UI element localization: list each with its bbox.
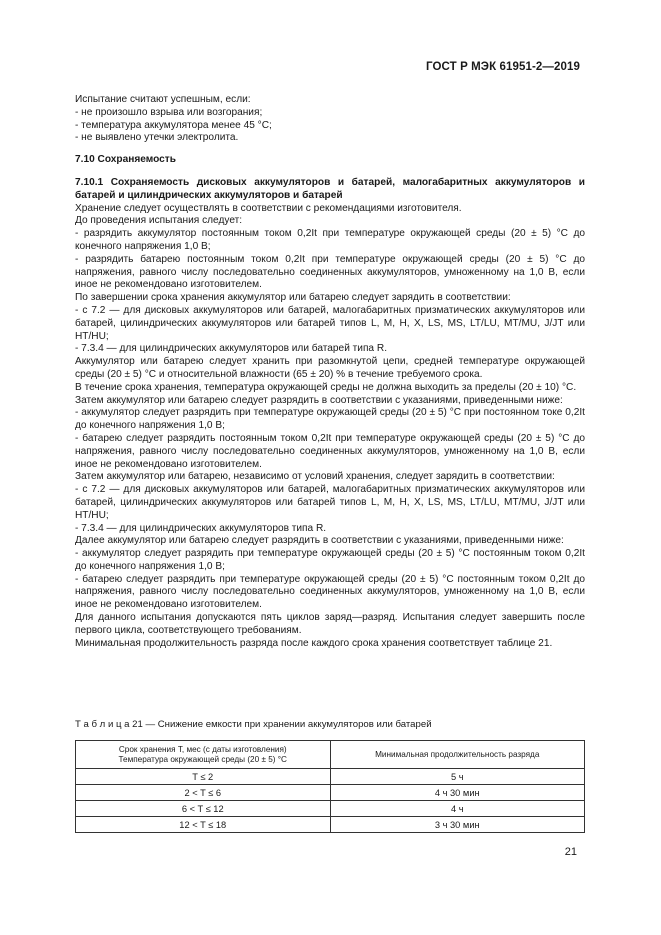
subsection-heading-7-10-1: 7.10.1 Сохраняемость дисковых аккумуляторов и батарей, малогабаритных аккумуляторов и батарей и цилиндрических аккумуляторов и батарей xyxy=(75,176,585,201)
header-line: Температура окружающей среды (20 ± 5) °С xyxy=(118,754,287,764)
list-item: - аккумулятор следует разрядить при температуре окружающей среды (20 ± 5) °С при постоянном токе 0,2It до конечного напряжения 1,0 В; xyxy=(75,407,585,432)
table-row xyxy=(76,769,585,785)
paragraph: По завершении срока хранения аккумулятор или батарею следует зарядить в соответствии: xyxy=(75,292,511,304)
list-item: - батарею следует разрядить постоянным током 0,2It при температуре окружающей среды (20 ± 5) °С до напряжения, равного числу последовательно соединенных аккумуляторов, умноженному на 1,0 В, если иное не рекомендовано изготовителем. xyxy=(75,432,585,470)
list-item: - разрядить аккумулятор постоянным током 0,2It при температуре окружающей среды (20 ± 5) °С до конечного напряжения 1,0 В; xyxy=(75,228,585,252)
paragraph: Затем аккумулятор или батарею следует разрядить в соответствии с указаниями, приведенными ниже: xyxy=(75,394,563,406)
table-caption: Т а б л и ц а 21 — Снижение емкости при хранении аккумуляторов или батарей xyxy=(75,719,432,730)
paragraph: В течение срока хранения, температура окружающей среды не должна выходить за пределы (20 ± 10) °С. xyxy=(75,381,577,393)
list-item: - с 7.2 — для дисковых аккумуляторов или батарей, малогабаритных призматических аккумуляторов или батарей, цилиндрических аккумуляторов или батарей типов L, M, H, X, LS, MS, LT/LU, MT/MU, J/JT или HT/HU; xyxy=(75,304,585,342)
list-item: - батарею следует разрядить при температуре окружающей среды (20 ± 5) °С постоянным током 0,2It до напряжения, равного числу последовательно соединенных аккумуляторов, умноженному на 1,0 В, если иное не рекомендовано изготовителем. xyxy=(75,573,585,611)
paragraph: Минимальная продолжительность разряда после каждого срока хранения соответствует таблице 21. xyxy=(75,637,553,649)
page-number: 21 xyxy=(564,846,577,858)
paragraph: Для данного испытания допускаются пять циклов заряд—разряд. Испытания следует завершить после первого цикла, соответствующего требованиям. xyxy=(75,612,585,636)
list-item: - 7.3.4 — для цилиндрических аккумуляторов или батарей типа R. xyxy=(75,343,388,355)
header-line: Срок хранения T, мес (с даты изготовления) xyxy=(118,744,287,754)
table-row xyxy=(76,801,585,817)
list-item: - не выявлено утечки электролита. xyxy=(75,132,239,144)
cell-duration: 5 ч xyxy=(330,769,585,785)
column-header-storage-period xyxy=(76,741,331,769)
cell-period: 12 < T ≤ 18 xyxy=(76,817,331,833)
cell-duration: 4 ч 30 мин xyxy=(330,785,585,801)
cell-duration: 3 ч 30 мин xyxy=(330,817,585,833)
cell-period: T ≤ 2 xyxy=(76,769,331,785)
table-row xyxy=(76,785,585,801)
list-item: - температура аккумулятора менее 45 °С; xyxy=(75,119,272,131)
paragraph: Далее аккумулятор или батарею следует разрядить в соответствии с указаниями, приведенными ниже: xyxy=(75,535,564,547)
list-item: - не произошло взрыва или возгорания; xyxy=(75,106,263,118)
document-code: ГОСТ Р МЭК 61951-2—2019 xyxy=(426,61,580,73)
paragraph: Аккумулятор или батарею следует хранить при разомкнутой цепи, средней температуре окружающей среды (20 ± 5) °С и относительной влажности (65 ± 20) % в течение требуемого срока. xyxy=(75,356,585,380)
storage-capacity-table xyxy=(75,740,585,833)
paragraph: Испытание считают успешным, если: xyxy=(75,94,251,105)
cell-period: 2 < T ≤ 6 xyxy=(76,785,331,801)
list-item: - разрядить батарею постоянным током 0,2It при температуре окружающей среды (20 ± 5) °С до напряжения, равного числу последовательно соединенных аккумуляторов, умноженному на 1,0 В, если иное не рекомендовано изготовителем. xyxy=(75,253,585,291)
page-body xyxy=(75,94,585,650)
column-header-min-duration: Минимальная продолжительность разряда xyxy=(330,741,585,769)
list-item: - с 7.2 — для дисковых аккумуляторов или батарей, малогабаритных призматических аккумуляторов или батарей, цилиндрических аккумуляторов или батарей типов L, M, H, X, LS, MS, LT/LU, MT/MU, J/JT или HT/HU; xyxy=(75,484,585,521)
cell-period: 6 < T ≤ 12 xyxy=(76,801,331,817)
table-row xyxy=(76,817,585,833)
list-item: - аккумулятор следует разрядить при температуре окружающей среды (20 ± 5) °С постоянным током 0,2It до конечного напряжения 1,0 В; xyxy=(75,548,585,572)
section-heading-7-10: 7.10 Сохраняемость xyxy=(75,154,176,166)
paragraph: Затем аккумулятор или батарею, независимо от условий хранения, следует зарядить в соответствии: xyxy=(75,471,555,483)
paragraph: До проведения испытания следует: xyxy=(75,215,243,227)
paragraph: Хранение следует осуществлять в соответствии с рекомендациями изготовителя. xyxy=(75,202,462,214)
list-item: - 7.3.4 — для цилиндрических аккумуляторов типа R. xyxy=(75,522,327,534)
table-header-row xyxy=(76,741,585,769)
cell-duration: 4 ч xyxy=(330,801,585,817)
